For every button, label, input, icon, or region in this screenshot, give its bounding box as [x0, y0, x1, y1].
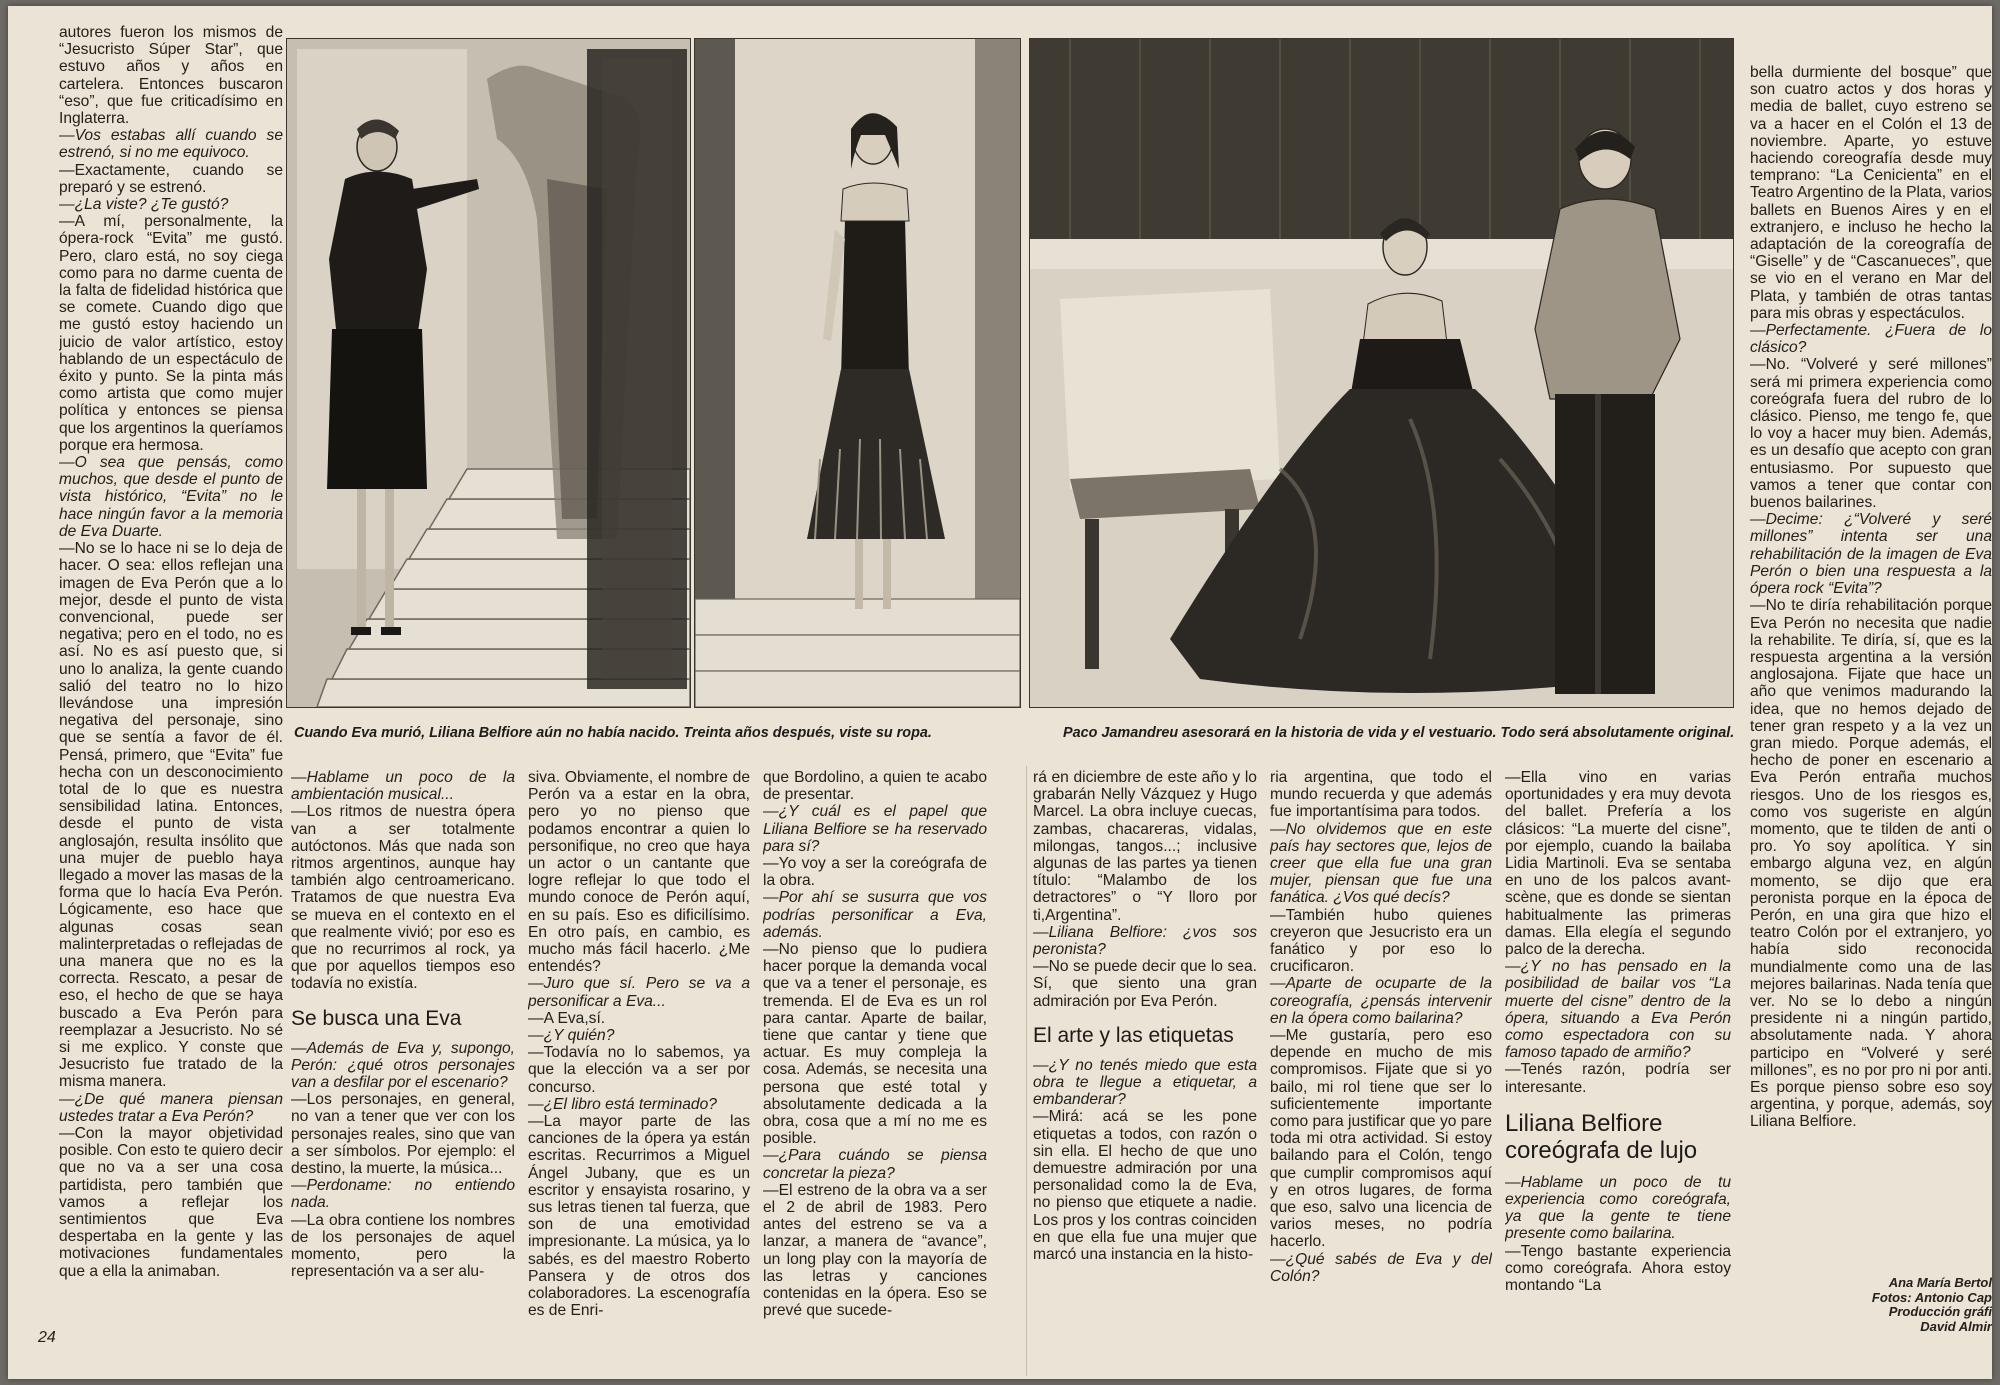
newspaper-page — [8, 6, 1992, 1379]
article-paragraph: —Decime: ¿“Volveré y seré millones” intenta ser una rehabilitación de la imagen de Eva Perón o bien una respuesta a la ópera rock “Evita”? — [1750, 511, 1992, 598]
article-paragraph: —Perfectamente. ¿Fuera de lo clásico? — [1750, 322, 1992, 357]
article-paragraph: —Todavía no lo sabemos, ya que la elección va a ser por concurso. — [528, 1044, 750, 1096]
article-paragraph: rá en diciembre de este año y lo grabarán Nelly Vázquez y Hugo Marcel. La obra incluye cuecas, zambas, chacareras, vidalas, milongas, tangos...; inclusive algunas de las partes ya tienen título: “Malambo de los detractores” o “Y lloro por ti,Argentina”. — [1033, 769, 1257, 924]
text-column-7 — [1505, 769, 1731, 1329]
article-paragraph: —No olvidemos que en este país hay sectores que, lejos de creer que ella fue una gran mujer, piensan que fue una fanática. ¿Vos qué decís? — [1270, 820, 1492, 907]
gown-photo-graphic — [695, 39, 1020, 707]
text-column-8 — [1750, 64, 1992, 1269]
photo-caption-right: Paco Jamandreu asesorará en la historia de vida y el vestuario. Todo será absolutamente original. — [1063, 725, 1735, 741]
text-column-3 — [528, 769, 750, 1329]
credit-production: Producción gráfi — [1888, 1304, 1992, 1320]
article-paragraph: —Exactamente, cuando se preparó y se estrenó. — [59, 161, 283, 196]
article-paragraph: —O sea que pensás, como muchos, que desde el punto de vista histórico, “Evita” no le hace ningún favor a la memoria de Eva Duarte. — [59, 454, 283, 540]
article-paragraph: —Juro que sí. Pero se va a personificar a Eva... — [528, 975, 750, 1010]
article-paragraph: —A Eva,sí. — [528, 1009, 606, 1027]
article-paragraph: —Los personajes, en general, no van a tener que ver con los personajes reales, sino que van a ser símbolos. Por ejemplo: el destino, la muerte, la música... — [291, 1091, 515, 1178]
photo-staircase — [286, 38, 691, 708]
article-paragraph: —Mirá: acá se les pone etiquetas a todos, con razón o sin ella. El hecho de que uno demuestre admiración por una personalidad como la de Eva, no pienso que etiquete a nadie. Los pros y los contras coinciden en que ella fue una mujer que marcó una instancia en la histo- — [1033, 1108, 1257, 1264]
article-paragraph: —Tenés razón, podría ser interesante. — [1505, 1061, 1731, 1096]
section-heading: Se busca una Eva — [291, 1006, 462, 1030]
article-paragraph: autores fueron los mismos de “Jesucristo Súper Star”, que estuvo años y años en cartelera. Entonces buscaron “eso”, que fue criticadísimo en Inglaterra. — [59, 24, 283, 128]
credit-photos: Fotos: Antonio Cap — [1871, 1289, 1992, 1305]
article-paragraph: —¿El libro está terminado? — [528, 1095, 717, 1113]
article-paragraph: —Hablame un poco de tu experiencia como coreógrafa, ya que la gente te tiene presente como bailarina. — [1505, 1173, 1731, 1243]
article-paragraph: —La mayor parte de las canciones de la ópera ya están escritas. Recurrimos a Miguel Ángel Jubany, que es un escritor y ensayista rosarino, y sus letras tienen tal fuerza, que son de una emotividad impresionante. La música, ya lo sabés, es del maestro Roberto Pansera y de otros dos colaboradores. La escenografía es de Enri- — [528, 1113, 750, 1320]
article-paragraph: —¿De qué manera piensan ustedes tratar a Eva Perón? — [59, 1090, 283, 1125]
article-paragraph: —¿Para cuándo se piensa concretar la pieza? — [763, 1147, 987, 1182]
article-paragraph: —Vos estabas allí cuando se estrenó, si no me equivoco. — [59, 127, 283, 162]
article-paragraph: —Yo voy a ser la coreógrafa de la obra. — [763, 855, 987, 890]
section-heading: Liliana Belfiore coreógrafa de lujo — [1505, 1109, 1698, 1164]
text-column-6 — [1270, 769, 1492, 1329]
text-column-1 — [59, 24, 283, 1324]
article-paragraph: —Tengo bastante experiencia como coreógrafa. Ahora estoy montando “La — [1505, 1242, 1731, 1295]
article-paragraph: —Aparte de ocuparte de la coreografía, ¿pensás intervenir en la ópera como bailarina? — [1270, 975, 1492, 1027]
article-paragraph: —Con la mayor objetividad posible. Con esto te quiero decir que no va a ser una cosa partidista, pero también que vamos a reflejar los sentimientos que Eva despertaba en la gente y las motivaciones fundamentales que a ella la animaban. — [59, 1125, 283, 1280]
article-paragraph: —¿Y no has pensado en la posibilidad de bailar vos “La muerte del cisne” dentro de la ópera, situando a Eva Perón como espectadora con su famoso tapado de armiño? — [1505, 958, 1731, 1062]
article-paragraph: que Bordolino, a quien te acabo de presentar. — [763, 769, 987, 804]
article-paragraph: —¿La viste? ¿Te gustó? — [59, 196, 229, 214]
text-column-2 — [291, 769, 515, 1329]
article-paragraph: bella durmiente del bosque” que son cuatro actos y dos horas y media de ballet, cuyo estreno se va a hacer en el Colón el 13 de noviembre. Aparte, yo estuve haciendo coreografía desde muy temprano: “La Cenicienta” en el Teatro Argentino de la Plata, varios ballets en Buenos Aires y en el extranjero, e incluso he hecho la adaptación de la coreografía de “Giselle” y de “Cascanueces”, que se vio en el verano en Mar del Plata, y también de otras tantas para mis obras y espectáculos. — [1750, 64, 1992, 322]
article-paragraph: —Hablame un poco de la ambientación musical... — [291, 769, 515, 804]
article-credits — [1828, 1276, 1992, 1334]
two-women-photo-graphic — [1030, 39, 1733, 707]
article-paragraph: —Perdoname: no entiendo nada. — [291, 1177, 515, 1212]
credit-production-name: David Almir — [1920, 1318, 1992, 1334]
article-paragraph: —Ella vino en varias oportunidades y era muy devota del ballet. Prefería a los clásicos: “La muerte del cisne”, por ejemplo, cuando la bailaba Lidia Martinoli. Eva se sentaba en uno de los palcos avant-scène, que es donde se sientan habitualmente las primeras damas. Ella elegía el segundo palco de la derecha. — [1505, 769, 1731, 959]
page-number: 24 — [38, 1329, 56, 1346]
article-paragraph: —Los ritmos de nuestra ópera van a ser totalmente autóctonos. Más que nada son ritmos argentinos, aunque hay también algo centroamericano. Tratamos de que nuestra Eva se mueva en el contexto en el que realmente vivió; por eso es que no recurrimos al rock, ya que por aquellos tiempos eso todavía no existía. — [291, 803, 515, 993]
photo-two-women — [1029, 38, 1734, 708]
page-fold — [1026, 766, 1027, 1376]
credit-author: Ana María Bertol — [1888, 1276, 1992, 1290]
photo-standing-gown — [694, 38, 1021, 708]
article-paragraph: —Además de Eva y, supongo, Perón: ¿qué otros personajes van a desfilar por el escenario? — [291, 1039, 515, 1092]
article-paragraph: —No se puede decir que lo sea. Sí, que siento una gran admiración por Eva Perón. — [1033, 958, 1257, 1010]
article-paragraph: —No pienso que lo pudiera hacer porque la demanda vocal que va a tener el personaje, es tremenda. El de Eva es un rol para cantar. Aparte de bailar, tiene que cantar y tiene que actuar. Es muy compleja la cosa. Además, se necesita una persona que esté total y absolutamente dedicada a la obra, cosa que a mí no me es posible. — [763, 941, 987, 1148]
article-paragraph: —A mí, personalmente, la ópera-rock “Evita” me gustó. Pero, claro está, no soy ciega como para no darme cuenta de la falta de fidelidad histórica que se comete. Cuando digo que me gustó estoy haciendo un juicio de valor artístico, estoy hablando de un espectáculo de éxito y punto. Se la pinta más como artista que como mujer política y entonces se piensa que los argentinos la queríamos porque era hermosa. — [59, 213, 283, 454]
article-paragraph: —Me gustaría, pero eso depende en mucho de mis compromisos. Fijate que si yo bailo, mi rol tiene que ser lo suficientemente importante como para justificar que yo pare toda mi otra actividad. Si estoy bailando para el Colón, tengo que cumplir compromisos aquí y en otros lugares, de forma que eso, salvo una licencia de varios meses, no podría hacerlo. — [1270, 1027, 1492, 1251]
article-paragraph: —Liliana Belfiore: ¿vos sos peronista? — [1033, 923, 1257, 959]
article-paragraph: —También hubo quienes creyeron que Jesucristo era un fanático y por eso lo crucificaron. — [1270, 906, 1492, 976]
article-paragraph: —¿Y no tenés miedo que esta obra te llegue a etiquetar, a embanderar? — [1033, 1056, 1257, 1109]
article-paragraph: —¿Qué sabés de Eva y del Colón? — [1270, 1250, 1492, 1285]
photo-caption-left: Cuando Eva murió, Liliana Belfiore aún no había nacido. Treinta años después, viste su ropa. — [294, 725, 932, 741]
article-paragraph: —¿Y cuál es el papel que Liliana Belfiore se ha reservado para sí? — [763, 803, 987, 855]
article-paragraph: —No se lo hace ni se lo deja de hacer. O sea: ellos reflejan una imagen de Eva Perón que a lo mejor, desde el punto de vista convencional, puede ser negativa; pero en el todo, no es así. No es así puesto que, si uno lo analiza, la gente cuando salió del teatro no lo hizo llevándose una impresión negativa del personaje, sino que se sentía a favor de él. Pensá, primero, que “Evita” fue hecha con un desconocimiento total de lo que es nuestra sensibilidad latina. Entonces, desde el punto de vista anglosajón, resulta insólito que una mujer de pueblo haya llegado a mover las masas de la forma que lo hacía Eva Perón. Lógicamente, eso hace que algunas cosas sean malinterpretadas o reflejadas de una manera que no es la correcta. Rescato, a pesar de eso, el hecho de que se haya buscado a Eva Perón para reemplazar a Jesucristo. No sé si me explico. Y conste que Jesucristo fue tratado de la misma manera. — [59, 540, 283, 1091]
article-paragraph: —La obra contiene los nombres de los personajes de aquel momento, pero la representación va a ser alu- — [291, 1211, 515, 1281]
article-paragraph: —No. “Volveré y seré millones” será mi primera experiencia como coreógrafa fuera del rubro de lo clásico. Pienso, me tengo fe, que lo voy a hacer muy bien. Además, es un desafío que acepto con gran entusiasmo. Por supuesto que vamos a tener que contar con buenos bailarines. — [1750, 356, 1992, 512]
text-column-5 — [1033, 769, 1257, 1329]
article-paragraph: —Por ahí se susurra que vos podrías personificar a Eva, además. — [763, 889, 987, 941]
section-heading: El arte y las etiquetas — [1033, 1023, 1234, 1047]
article-paragraph: —El estreno de la obra va a ser el 2 de abril de 1983. Pero antes del estreno se va a lanzar, a manera de “avance”, un long play con la mayoría de las letras y canciones contenidas en la ópera. Eso se prevé que sucede- — [763, 1181, 987, 1320]
article-paragraph: ria argentina, que todo el mundo recuerda y que además fue importantísima para todos. — [1270, 769, 1492, 821]
article-paragraph: —¿Y quién? — [528, 1027, 615, 1045]
staircase-photo-graphic — [287, 39, 690, 707]
article-paragraph: —No te diría rehabilitación porque Eva Perón no necesita que nadie la rehabilite. Te diría, sí, que es la respuesta argentina a la versión anglosajona. Fijate que hace un año que venimos madurando la idea, que no hemos dejado de tener gran respeto y a la vez un gran miedo. Porque además, el hecho de poner en escenario a Eva Perón entraña muchos riesgos. Uno de los riesgos es, como vos sugeriste en algún momento, que te tilden de anti o pro. Yo soy apolítica. Y sin embargo alguna vez, en algún momento, se dijo que era peronista porque en la época de Perón, en una gira que hizo el teatro Colón por el extranjero, yo había sido reconocida mundialmente como una de las mejores bailarinas. Nada tenía que ver. No se lo debo a ningún presidente ni a ningún partido, absolutamente nada. Y ahora participo en “Volveré y seré millones”, es no por pro ni por anti. Es porque pienso sobre eso soy argentina, y porque, además, soy Liliana Belfiore. — [1750, 597, 1992, 1131]
article-paragraph: siva. Obviamente, el nombre de Perón va a estar en la obra, pero yo no pienso que podamos encontrar a quien lo personifique, no creo que haya un actor o un cantante que logre reflejar lo que todo el mundo conoce de Perón aquí, en su país. Eso es dificilísimo. En otro país, en cambio, es mucho más fácil hacerlo. ¿Me entendés? — [528, 769, 750, 976]
text-column-4 — [763, 769, 987, 1329]
